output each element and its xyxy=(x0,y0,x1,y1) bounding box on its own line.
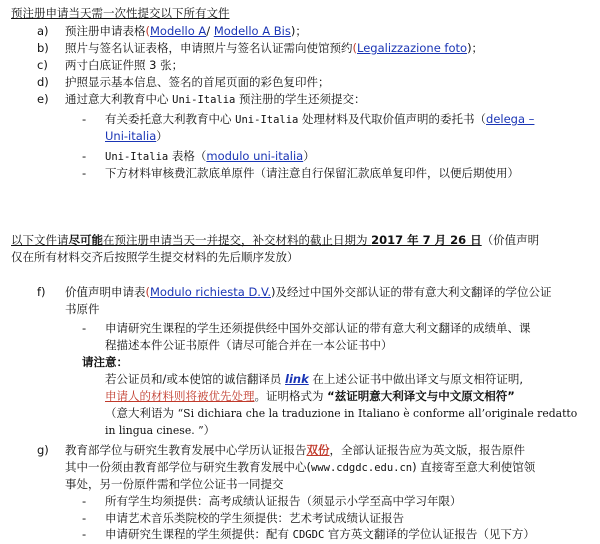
item-d-marker: d) xyxy=(37,75,49,89)
item-b-paren: ( xyxy=(352,41,357,55)
delega-link-part1[interactable]: delega – xyxy=(486,112,535,126)
g-sub2-text: 申请艺术音乐类院校的学生须提供：艺术考试成绩认证报告 xyxy=(105,511,404,525)
note-line1 xyxy=(105,372,523,388)
e-sub2-tail: ） xyxy=(303,149,315,163)
g-line2-mono: www.cdgdc.edu.cn xyxy=(310,462,413,474)
note3-serif: “Si dichiara che la traduzione in Italiano è conforme all’originale redatto xyxy=(177,407,578,420)
note-line4 xyxy=(105,423,215,439)
note4-b: ） xyxy=(203,423,216,437)
e-sub1-marker: - xyxy=(82,112,87,126)
item-e-text-a: 通过意大利教育中心 xyxy=(65,92,173,106)
item-g-line3: 事处，另一份原件需和学位公证书一同提交 xyxy=(65,477,284,491)
item-f-text-b: )及经过中国外交部认证的带有意大利文翻译的学位公证 xyxy=(271,285,552,299)
modello-a-bis-link[interactable]: Modello A Bis xyxy=(213,24,291,38)
legalizzazione-foto-link[interactable]: Legalizzazione foto xyxy=(357,41,468,55)
item-a-text: 预注册申请表格 xyxy=(65,24,146,38)
e-sub1-text-b: 处理材料及代取价值声明的委托书（ xyxy=(298,112,487,126)
modulo-uni-italia-link[interactable]: modulo uni-italia xyxy=(206,149,304,163)
intro-bold: 尽可能 xyxy=(68,233,103,247)
g-line1-b: ，全部认证报告应为英文版，报告原件 xyxy=(329,443,525,457)
g-line2-a: 其中一份须由教育部学位与研究生教育发展中心( xyxy=(65,460,311,474)
g-sub2-marker: - xyxy=(82,511,87,525)
item-c-text: 两寸白底证件照 3 张； xyxy=(65,58,184,72)
note2-bold: “兹证明意大利译文与中文原文相符” xyxy=(327,389,515,403)
item-f-marker: f) xyxy=(37,285,46,299)
note2-red: 申请人的材料则将被优先处理 xyxy=(105,389,255,403)
item-g-line1 xyxy=(65,443,525,459)
intro-b: 在预注册申请当天一并提交，补交材料的截止日期为 xyxy=(103,233,372,247)
item-b-marker: b) xyxy=(37,41,49,55)
e-sub3-text: 下方材料审核费汇款底单原件（请注意自行保留汇款底单复印件，以便后期使用） xyxy=(105,166,519,180)
note1-a: 若公证员和/或本使馆的诚信翻译员 xyxy=(105,372,286,386)
intro-a: 以下文件请 xyxy=(11,233,69,247)
item-g-marker: g) xyxy=(37,443,49,457)
item-c-marker: c) xyxy=(37,58,48,72)
item-f-line1 xyxy=(65,285,551,301)
delega-link-part2[interactable]: Uni-italia xyxy=(105,129,157,143)
f-sub-line2: 程描述本件公证书原件（请尽可能合并在一本公证书中） xyxy=(105,338,393,352)
e-sub2-mono: Uni-Italia xyxy=(105,151,169,163)
e-sub3-marker: - xyxy=(82,166,87,180)
e-sub1-line2 xyxy=(105,129,168,145)
item-a-marker: a) xyxy=(37,24,49,38)
g-line1-bold: 双份 xyxy=(306,443,330,457)
g-sub3 xyxy=(105,527,535,544)
e-sub1-tail: ） xyxy=(156,129,168,143)
g-line2-b: ) 直接寄至意大利使馆领 xyxy=(412,460,536,474)
e-sub2-marker: - xyxy=(82,149,87,163)
deadline-date: 2017 年 7 月 26 日 xyxy=(371,233,482,247)
item-a xyxy=(65,24,307,40)
g-sub1-marker: - xyxy=(82,494,87,508)
g-sub3-text-b: 官方英文翻译的学位认证报告（见下方） xyxy=(324,527,535,541)
e-sub2 xyxy=(105,149,315,166)
item-e-text-b: 预注册的学生还须提交： xyxy=(235,92,366,106)
item-e-marker: e) xyxy=(37,92,49,106)
e-sub2-text: 表格（ xyxy=(168,149,207,163)
note-line2 xyxy=(105,389,515,405)
item-b-tail: )； xyxy=(467,41,484,55)
item-a-slash: / xyxy=(206,24,214,38)
section2-intro-line2: 仅在所有材料交齐后按照学生提交材料的先后顺序发放） xyxy=(11,250,299,264)
item-a-tail: )； xyxy=(290,24,307,38)
item-g-line2 xyxy=(65,460,535,477)
item-a-paren: ( xyxy=(145,24,150,38)
item-d-text: 护照显示基本信息、签名的首尾页面的彩色复印件； xyxy=(65,75,330,89)
note2-b: 。证明格式为 xyxy=(254,389,328,403)
note-title: 请注意： xyxy=(82,355,128,369)
item-e-mono: Uni-Italia xyxy=(172,94,236,106)
g-line1-a: 教育部学位与研究生教育发展中心学历认证报告 xyxy=(65,443,307,457)
item-e xyxy=(65,92,366,109)
item-b xyxy=(65,41,483,57)
modulo-richiesta-dv-link[interactable]: Modulo richiesta D.V. xyxy=(150,285,271,299)
note3-a: （意大利语为 xyxy=(105,406,178,420)
translator-link[interactable]: link xyxy=(285,372,309,386)
section2-intro-line1 xyxy=(11,233,539,249)
section1-heading: 预注册申请当天需一次性提交以下所有文件 xyxy=(11,6,230,20)
f-sub-line1: 申请研究生课程的学生还须提供经中国外交部认证的带有意大利文翻译的成绩单、课 xyxy=(105,321,531,335)
e-sub1-mono: Uni-Italia xyxy=(235,114,299,126)
item-f-text-a: 价值声明申请表 xyxy=(65,285,146,299)
item-f-line2: 书原件 xyxy=(65,302,100,316)
note1-b: 在上述公证书中做出译文与原文相符证明, xyxy=(308,372,524,386)
e-sub1-line1 xyxy=(105,112,534,129)
f-sub-marker: - xyxy=(82,321,87,335)
note4-serif: in lingua cinese. ” xyxy=(105,424,204,437)
item-b-text: 照片与签名认证表格，申请照片与签名认证需向使馆预约 xyxy=(65,41,353,55)
g-sub3-mono: CDGDC xyxy=(292,529,325,541)
item-f-paren: ( xyxy=(145,285,150,299)
note-line3 xyxy=(105,406,577,422)
modello-a-link[interactable]: Modello A xyxy=(150,24,207,38)
g-sub1-text: 所有学生均须提供：高考成绩认证报告（须显示小学至高中学习年限） xyxy=(105,494,462,508)
e-sub1-text-a: 有关委托意大利教育中心 xyxy=(105,112,236,126)
intro-c: （价值声明 xyxy=(481,233,540,247)
g-sub3-marker: - xyxy=(82,527,87,541)
g-sub3-text-a: 申请研究生课程的学生须提供：配有 xyxy=(105,527,293,541)
